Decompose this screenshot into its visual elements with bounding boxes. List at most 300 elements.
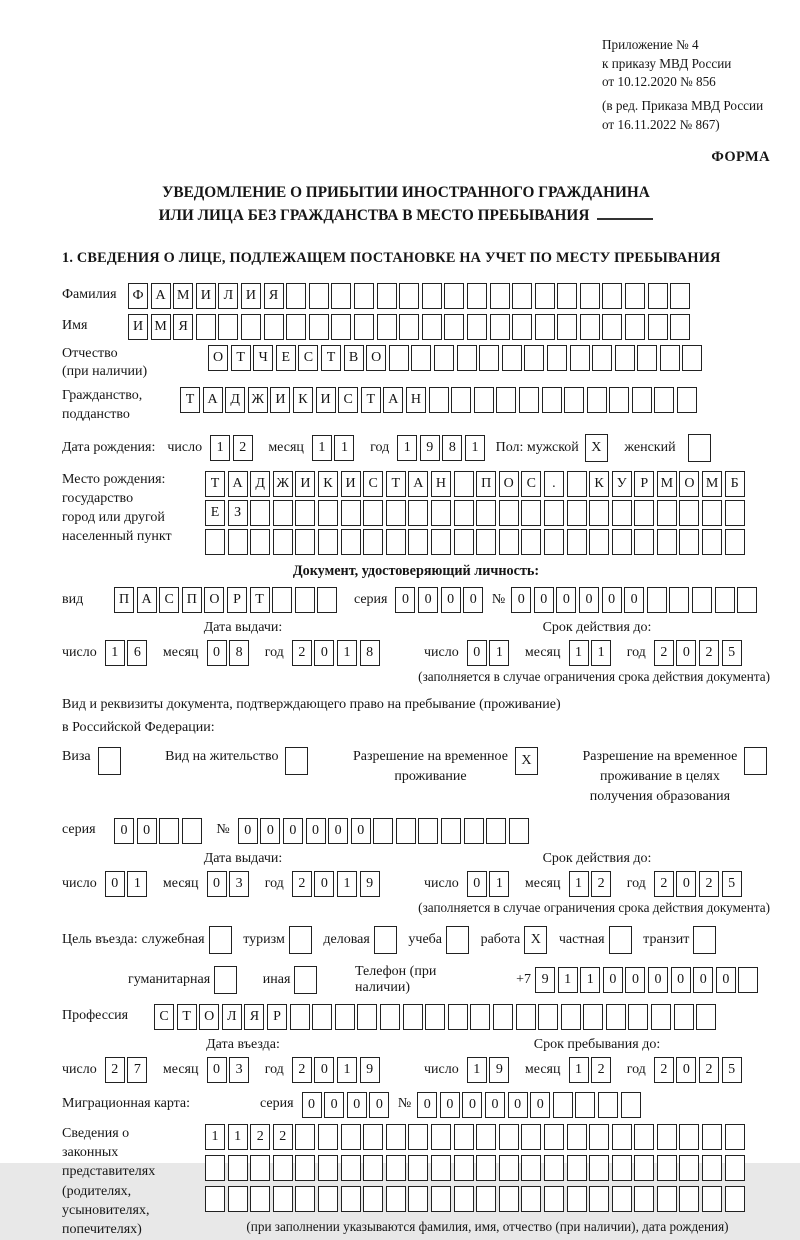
- profession-cell[interactable]: [290, 1004, 310, 1030]
- citizenship-cell[interactable]: Н: [406, 387, 426, 413]
- surname-cell[interactable]: [625, 283, 645, 309]
- birth-place-cell[interactable]: [318, 529, 338, 555]
- representatives-cell[interactable]: [612, 1186, 632, 1212]
- representatives-cell[interactable]: [341, 1155, 361, 1181]
- representatives-cell[interactable]: [544, 1186, 564, 1212]
- valid-year-cell[interactable]: 5: [722, 871, 742, 897]
- profession-cell[interactable]: [493, 1004, 513, 1030]
- birth-place-cell[interactable]: [228, 529, 248, 555]
- birth-place-cell[interactable]: [634, 529, 654, 555]
- birth-place-cell[interactable]: О: [499, 471, 519, 497]
- stay-month-cell[interactable]: 1: [569, 1057, 589, 1083]
- surname-cell[interactable]: [648, 283, 668, 309]
- representatives-cell[interactable]: [521, 1124, 541, 1150]
- birth-place-cell[interactable]: Т: [205, 471, 225, 497]
- birth-place-cell[interactable]: [499, 529, 519, 555]
- representatives-cell[interactable]: [431, 1186, 451, 1212]
- surname-cell[interactable]: [490, 283, 510, 309]
- birth-place-cell[interactable]: К: [589, 471, 609, 497]
- doc-kind-cell[interactable]: А: [137, 587, 157, 613]
- purpose-transit-checkbox[interactable]: [693, 926, 716, 954]
- stay-year-cell[interactable]: 2: [699, 1057, 719, 1083]
- representatives-cell[interactable]: [250, 1155, 270, 1181]
- valid-day-cell[interactable]: 1: [489, 871, 509, 897]
- valid-year-cell[interactable]: 2: [654, 871, 674, 897]
- temp-residence-permit-checkbox[interactable]: X: [515, 747, 538, 775]
- citizenship-cell[interactable]: Ж: [248, 387, 268, 413]
- doc-number-cell[interactable]: 0: [624, 587, 644, 613]
- representatives-cell[interactable]: [431, 1124, 451, 1150]
- residence-permit-checkbox[interactable]: [285, 747, 308, 775]
- surname-cell[interactable]: Ф: [128, 283, 148, 309]
- patronymic-cell[interactable]: С: [298, 345, 318, 371]
- surname-cell[interactable]: [422, 283, 442, 309]
- purpose-study-checkbox[interactable]: [446, 926, 469, 954]
- representatives-cell[interactable]: [702, 1124, 722, 1150]
- representatives-cell[interactable]: [679, 1186, 699, 1212]
- birth-place-cell[interactable]: И: [295, 471, 315, 497]
- birth-place-cell[interactable]: [679, 529, 699, 555]
- representatives-cell[interactable]: [408, 1124, 428, 1150]
- issue-month-cell[interactable]: 0: [207, 640, 227, 666]
- issue-year-cell[interactable]: 2: [292, 871, 312, 897]
- citizenship-cell[interactable]: А: [383, 387, 403, 413]
- representatives-cell[interactable]: [318, 1186, 338, 1212]
- given-name-cell[interactable]: И: [128, 314, 148, 340]
- doc-kind-cell[interactable]: Т: [250, 587, 270, 613]
- issue-year-cell[interactable]: 1: [337, 871, 357, 897]
- birth-place-cell[interactable]: Ж: [273, 471, 293, 497]
- birth-place-cell[interactable]: [386, 500, 406, 526]
- valid-day-cell[interactable]: 0: [467, 640, 487, 666]
- surname-cell[interactable]: И: [196, 283, 216, 309]
- doc-kind-cell[interactable]: П: [182, 587, 202, 613]
- residence-number-cell[interactable]: [464, 818, 484, 844]
- birth-day-cell[interactable]: 2: [233, 435, 253, 461]
- birth-place-cell[interactable]: Б: [725, 471, 745, 497]
- valid-year-cell[interactable]: 2: [654, 640, 674, 666]
- profession-cell[interactable]: [696, 1004, 716, 1030]
- profession-cell[interactable]: [380, 1004, 400, 1030]
- patronymic-cell[interactable]: [547, 345, 567, 371]
- surname-cell[interactable]: [580, 283, 600, 309]
- entry-year-cell[interactable]: 1: [337, 1057, 357, 1083]
- representatives-cell[interactable]: [295, 1186, 315, 1212]
- patronymic-cell[interactable]: [615, 345, 635, 371]
- doc-number-cell[interactable]: 0: [602, 587, 622, 613]
- valid-year-cell[interactable]: 5: [722, 640, 742, 666]
- representatives-cell[interactable]: [228, 1186, 248, 1212]
- migration-number-cell[interactable]: 0: [417, 1092, 437, 1118]
- doc-kind-cell[interactable]: П: [114, 587, 134, 613]
- birth-place-cell[interactable]: [612, 500, 632, 526]
- patronymic-cell[interactable]: Ч: [253, 345, 273, 371]
- patronymic-cell[interactable]: [660, 345, 680, 371]
- surname-cell[interactable]: [286, 283, 306, 309]
- surname-cell[interactable]: [535, 283, 555, 309]
- phone-digit-cell[interactable]: [738, 967, 758, 993]
- sex-female-checkbox[interactable]: [688, 434, 711, 462]
- birth-place-cell[interactable]: С: [363, 471, 383, 497]
- migration-number-cell[interactable]: [598, 1092, 618, 1118]
- valid-year-cell[interactable]: 0: [676, 871, 696, 897]
- representatives-cell[interactable]: [499, 1155, 519, 1181]
- birth-year-cell[interactable]: 1: [465, 435, 485, 461]
- surname-cell[interactable]: [331, 283, 351, 309]
- doc-number-cell[interactable]: 0: [556, 587, 576, 613]
- citizenship-cell[interactable]: [609, 387, 629, 413]
- surname-cell[interactable]: М: [173, 283, 193, 309]
- patronymic-cell[interactable]: Е: [276, 345, 296, 371]
- birth-place-cell[interactable]: [408, 529, 428, 555]
- birth-place-cell[interactable]: А: [228, 471, 248, 497]
- profession-cell[interactable]: [561, 1004, 581, 1030]
- profession-cell[interactable]: [628, 1004, 648, 1030]
- representatives-cell[interactable]: [589, 1186, 609, 1212]
- doc-number-cell[interactable]: [669, 587, 689, 613]
- doc-number-cell[interactable]: 0: [579, 587, 599, 613]
- representatives-cell[interactable]: [250, 1186, 270, 1212]
- doc-kind-cell[interactable]: [295, 587, 315, 613]
- migration-number-cell[interactable]: 0: [508, 1092, 528, 1118]
- given-name-cell[interactable]: [354, 314, 374, 340]
- doc-series-cell[interactable]: 0: [418, 587, 438, 613]
- valid-year-cell[interactable]: 0: [676, 640, 696, 666]
- patronymic-cell[interactable]: Т: [321, 345, 341, 371]
- citizenship-cell[interactable]: Т: [361, 387, 381, 413]
- representatives-cell[interactable]: [544, 1124, 564, 1150]
- stay-year-cell[interactable]: 0: [676, 1057, 696, 1083]
- issue-year-cell[interactable]: 2: [292, 640, 312, 666]
- representatives-cell[interactable]: [386, 1186, 406, 1212]
- birth-place-cell[interactable]: К: [318, 471, 338, 497]
- birth-place-cell[interactable]: [431, 500, 451, 526]
- phone-digit-cell[interactable]: 9: [535, 967, 555, 993]
- representatives-cell[interactable]: [589, 1155, 609, 1181]
- given-name-cell[interactable]: [670, 314, 690, 340]
- surname-cell[interactable]: [354, 283, 374, 309]
- representatives-cell[interactable]: [702, 1155, 722, 1181]
- citizenship-cell[interactable]: А: [203, 387, 223, 413]
- issue-day-cell[interactable]: 6: [127, 640, 147, 666]
- given-name-cell[interactable]: [399, 314, 419, 340]
- valid-year-cell[interactable]: 2: [699, 640, 719, 666]
- given-name-cell[interactable]: [196, 314, 216, 340]
- representatives-cell[interactable]: [386, 1155, 406, 1181]
- purpose-business-checkbox[interactable]: [374, 926, 397, 954]
- representatives-cell[interactable]: [634, 1124, 654, 1150]
- profession-cell[interactable]: [516, 1004, 536, 1030]
- representatives-cell[interactable]: [521, 1155, 541, 1181]
- purpose-humanitarian-checkbox[interactable]: [214, 966, 237, 994]
- given-name-cell[interactable]: [377, 314, 397, 340]
- given-name-cell[interactable]: [602, 314, 622, 340]
- representatives-cell[interactable]: [612, 1155, 632, 1181]
- citizenship-cell[interactable]: [429, 387, 449, 413]
- birth-place-cell[interactable]: [634, 500, 654, 526]
- representatives-cell[interactable]: [679, 1124, 699, 1150]
- migration-series-cell[interactable]: 0: [302, 1092, 322, 1118]
- valid-year-cell[interactable]: 2: [699, 871, 719, 897]
- birth-place-cell[interactable]: [363, 500, 383, 526]
- given-name-cell[interactable]: [241, 314, 261, 340]
- birth-month-cell[interactable]: 1: [312, 435, 332, 461]
- stay-day-cell[interactable]: 1: [467, 1057, 487, 1083]
- representatives-cell[interactable]: [363, 1186, 383, 1212]
- representatives-cell[interactable]: [567, 1124, 587, 1150]
- birth-place-cell[interactable]: [567, 529, 587, 555]
- residence-number-cell[interactable]: [441, 818, 461, 844]
- representatives-cell[interactable]: [679, 1155, 699, 1181]
- profession-cell[interactable]: Т: [177, 1004, 197, 1030]
- birth-day-cell[interactable]: 1: [210, 435, 230, 461]
- doc-kind-cell[interactable]: [317, 587, 337, 613]
- valid-month-cell[interactable]: 1: [569, 871, 589, 897]
- migration-number-cell[interactable]: [575, 1092, 595, 1118]
- migration-number-cell[interactable]: [621, 1092, 641, 1118]
- representatives-cell[interactable]: [476, 1155, 496, 1181]
- birth-year-cell[interactable]: 1: [397, 435, 417, 461]
- phone-digit-cell[interactable]: 1: [558, 967, 578, 993]
- purpose-other-checkbox[interactable]: [294, 966, 317, 994]
- issue-month-cell[interactable]: 3: [229, 871, 249, 897]
- profession-cell[interactable]: [448, 1004, 468, 1030]
- representatives-cell[interactable]: [499, 1186, 519, 1212]
- citizenship-cell[interactable]: К: [293, 387, 313, 413]
- entry-day-cell[interactable]: 2: [105, 1057, 125, 1083]
- residence-number-cell[interactable]: 0: [283, 818, 303, 844]
- stay-year-cell[interactable]: 5: [722, 1057, 742, 1083]
- phone-digit-cell[interactable]: 0: [693, 967, 713, 993]
- given-name-cell[interactable]: [580, 314, 600, 340]
- residence-series-cell[interactable]: [159, 818, 179, 844]
- valid-month-cell[interactable]: 1: [569, 640, 589, 666]
- given-name-cell[interactable]: [490, 314, 510, 340]
- profession-cell[interactable]: [312, 1004, 332, 1030]
- citizenship-cell[interactable]: [496, 387, 516, 413]
- profession-cell[interactable]: [538, 1004, 558, 1030]
- surname-cell[interactable]: [377, 283, 397, 309]
- doc-series-cell[interactable]: 0: [395, 587, 415, 613]
- issue-day-cell[interactable]: 0: [105, 871, 125, 897]
- birth-place-cell[interactable]: [454, 500, 474, 526]
- issue-day-cell[interactable]: 1: [127, 871, 147, 897]
- patronymic-cell[interactable]: В: [344, 345, 364, 371]
- doc-number-cell[interactable]: [715, 587, 735, 613]
- representatives-cell[interactable]: [725, 1155, 745, 1181]
- patronymic-cell[interactable]: [682, 345, 702, 371]
- migration-number-cell[interactable]: 0: [462, 1092, 482, 1118]
- patronymic-cell[interactable]: [434, 345, 454, 371]
- surname-cell[interactable]: [399, 283, 419, 309]
- given-name-cell[interactable]: [286, 314, 306, 340]
- citizenship-cell[interactable]: [632, 387, 652, 413]
- patronymic-cell[interactable]: [479, 345, 499, 371]
- birth-place-cell[interactable]: [657, 500, 677, 526]
- doc-series-cell[interactable]: 0: [463, 587, 483, 613]
- given-name-cell[interactable]: [218, 314, 238, 340]
- birth-place-cell[interactable]: И: [341, 471, 361, 497]
- birth-place-cell[interactable]: [521, 529, 541, 555]
- purpose-private-checkbox[interactable]: [609, 926, 632, 954]
- residence-number-cell[interactable]: 0: [351, 818, 371, 844]
- doc-number-cell[interactable]: [692, 587, 712, 613]
- representatives-cell[interactable]: [341, 1124, 361, 1150]
- birth-place-cell[interactable]: [702, 529, 722, 555]
- issue-year-cell[interactable]: 8: [360, 640, 380, 666]
- profession-cell[interactable]: [403, 1004, 423, 1030]
- given-name-cell[interactable]: [557, 314, 577, 340]
- given-name-cell[interactable]: [625, 314, 645, 340]
- issue-year-cell[interactable]: 9: [360, 871, 380, 897]
- issue-month-cell[interactable]: 8: [229, 640, 249, 666]
- representatives-cell[interactable]: [657, 1124, 677, 1150]
- patronymic-cell[interactable]: [592, 345, 612, 371]
- doc-kind-cell[interactable]: Р: [227, 587, 247, 613]
- birth-place-cell[interactable]: [725, 529, 745, 555]
- birth-place-cell[interactable]: [386, 529, 406, 555]
- given-name-cell[interactable]: [535, 314, 555, 340]
- doc-kind-cell[interactable]: [272, 587, 292, 613]
- representatives-cell[interactable]: [205, 1186, 225, 1212]
- birth-place-cell[interactable]: [273, 500, 293, 526]
- birth-place-cell[interactable]: [544, 500, 564, 526]
- representatives-cell[interactable]: [363, 1124, 383, 1150]
- representatives-cell[interactable]: [363, 1155, 383, 1181]
- birth-place-cell[interactable]: [431, 529, 451, 555]
- patronymic-cell[interactable]: [502, 345, 522, 371]
- birth-place-cell[interactable]: Е: [205, 500, 225, 526]
- residence-number-cell[interactable]: 0: [260, 818, 280, 844]
- surname-cell[interactable]: А: [151, 283, 171, 309]
- entry-year-cell[interactable]: 2: [292, 1057, 312, 1083]
- valid-day-cell[interactable]: 0: [467, 871, 487, 897]
- migration-number-cell[interactable]: [553, 1092, 573, 1118]
- purpose-tourism-checkbox[interactable]: [289, 926, 312, 954]
- surname-cell[interactable]: [467, 283, 487, 309]
- patronymic-cell[interactable]: [411, 345, 431, 371]
- profession-cell[interactable]: [606, 1004, 626, 1030]
- citizenship-cell[interactable]: И: [270, 387, 290, 413]
- representatives-cell[interactable]: [657, 1155, 677, 1181]
- birth-place-cell[interactable]: [567, 500, 587, 526]
- surname-cell[interactable]: [670, 283, 690, 309]
- birth-place-cell[interactable]: Р: [634, 471, 654, 497]
- birth-month-cell[interactable]: 1: [334, 435, 354, 461]
- issue-year-cell[interactable]: 0: [314, 871, 334, 897]
- representatives-cell[interactable]: [341, 1186, 361, 1212]
- birth-place-cell[interactable]: [476, 529, 496, 555]
- residence-series-cell[interactable]: 0: [137, 818, 157, 844]
- entry-month-cell[interactable]: 0: [207, 1057, 227, 1083]
- birth-place-cell[interactable]: [589, 529, 609, 555]
- edu-residence-permit-checkbox[interactable]: [744, 747, 767, 775]
- issue-year-cell[interactable]: 1: [337, 640, 357, 666]
- representatives-cell[interactable]: [431, 1155, 451, 1181]
- representatives-cell[interactable]: [295, 1155, 315, 1181]
- given-name-cell[interactable]: [512, 314, 532, 340]
- migration-number-cell[interactable]: 0: [530, 1092, 550, 1118]
- representatives-cell[interactable]: [318, 1155, 338, 1181]
- birth-place-cell[interactable]: [725, 500, 745, 526]
- patronymic-cell[interactable]: [457, 345, 477, 371]
- representatives-cell[interactable]: 1: [228, 1124, 248, 1150]
- profession-cell[interactable]: О: [199, 1004, 219, 1030]
- profession-cell[interactable]: [583, 1004, 603, 1030]
- sex-male-checkbox[interactable]: X: [585, 434, 608, 462]
- patronymic-cell[interactable]: О: [366, 345, 386, 371]
- migration-series-cell[interactable]: 0: [347, 1092, 367, 1118]
- representatives-cell[interactable]: [476, 1186, 496, 1212]
- profession-cell[interactable]: [335, 1004, 355, 1030]
- representatives-cell[interactable]: [273, 1186, 293, 1212]
- stay-year-cell[interactable]: 2: [654, 1057, 674, 1083]
- representatives-cell[interactable]: 2: [273, 1124, 293, 1150]
- migration-series-cell[interactable]: 0: [369, 1092, 389, 1118]
- purpose-work-checkbox[interactable]: X: [524, 926, 547, 954]
- representatives-cell[interactable]: [454, 1124, 474, 1150]
- birth-place-cell[interactable]: [363, 529, 383, 555]
- migration-number-cell[interactable]: 0: [440, 1092, 460, 1118]
- citizenship-cell[interactable]: [587, 387, 607, 413]
- given-name-cell[interactable]: Я: [173, 314, 193, 340]
- birth-place-cell[interactable]: З: [228, 500, 248, 526]
- issue-month-cell[interactable]: 0: [207, 871, 227, 897]
- representatives-cell[interactable]: [612, 1124, 632, 1150]
- birth-place-cell[interactable]: [476, 500, 496, 526]
- representatives-cell[interactable]: [499, 1124, 519, 1150]
- citizenship-cell[interactable]: И: [316, 387, 336, 413]
- birth-place-cell[interactable]: С: [521, 471, 541, 497]
- surname-cell[interactable]: Я: [264, 283, 284, 309]
- representatives-cell[interactable]: [634, 1155, 654, 1181]
- phone-digit-cell[interactable]: 0: [716, 967, 736, 993]
- representatives-cell[interactable]: [454, 1155, 474, 1181]
- representatives-cell[interactable]: [454, 1186, 474, 1212]
- profession-cell[interactable]: Л: [222, 1004, 242, 1030]
- entry-year-cell[interactable]: 0: [314, 1057, 334, 1083]
- doc-number-cell[interactable]: 0: [534, 587, 554, 613]
- citizenship-cell[interactable]: [519, 387, 539, 413]
- birth-place-cell[interactable]: О: [679, 471, 699, 497]
- birth-place-cell[interactable]: [318, 500, 338, 526]
- birth-place-cell[interactable]: Т: [386, 471, 406, 497]
- representatives-cell[interactable]: [589, 1124, 609, 1150]
- birth-place-cell[interactable]: [454, 529, 474, 555]
- birth-place-cell[interactable]: [295, 500, 315, 526]
- representatives-cell[interactable]: 2: [250, 1124, 270, 1150]
- representatives-cell[interactable]: [205, 1155, 225, 1181]
- patronymic-cell[interactable]: [570, 345, 590, 371]
- citizenship-cell[interactable]: [474, 387, 494, 413]
- representatives-cell[interactable]: [725, 1186, 745, 1212]
- representatives-cell[interactable]: [567, 1155, 587, 1181]
- birth-place-cell[interactable]: Н: [431, 471, 451, 497]
- residence-number-cell[interactable]: [396, 818, 416, 844]
- birth-place-cell[interactable]: [408, 500, 428, 526]
- citizenship-cell[interactable]: [451, 387, 471, 413]
- valid-day-cell[interactable]: 1: [489, 640, 509, 666]
- profession-cell[interactable]: [651, 1004, 671, 1030]
- birth-place-cell[interactable]: П: [476, 471, 496, 497]
- valid-month-cell[interactable]: 2: [591, 871, 611, 897]
- phone-digit-cell[interactable]: 0: [671, 967, 691, 993]
- issue-year-cell[interactable]: 0: [314, 640, 334, 666]
- birth-year-cell[interactable]: 9: [420, 435, 440, 461]
- given-name-cell[interactable]: [467, 314, 487, 340]
- issue-day-cell[interactable]: 1: [105, 640, 125, 666]
- stay-day-cell[interactable]: 9: [489, 1057, 509, 1083]
